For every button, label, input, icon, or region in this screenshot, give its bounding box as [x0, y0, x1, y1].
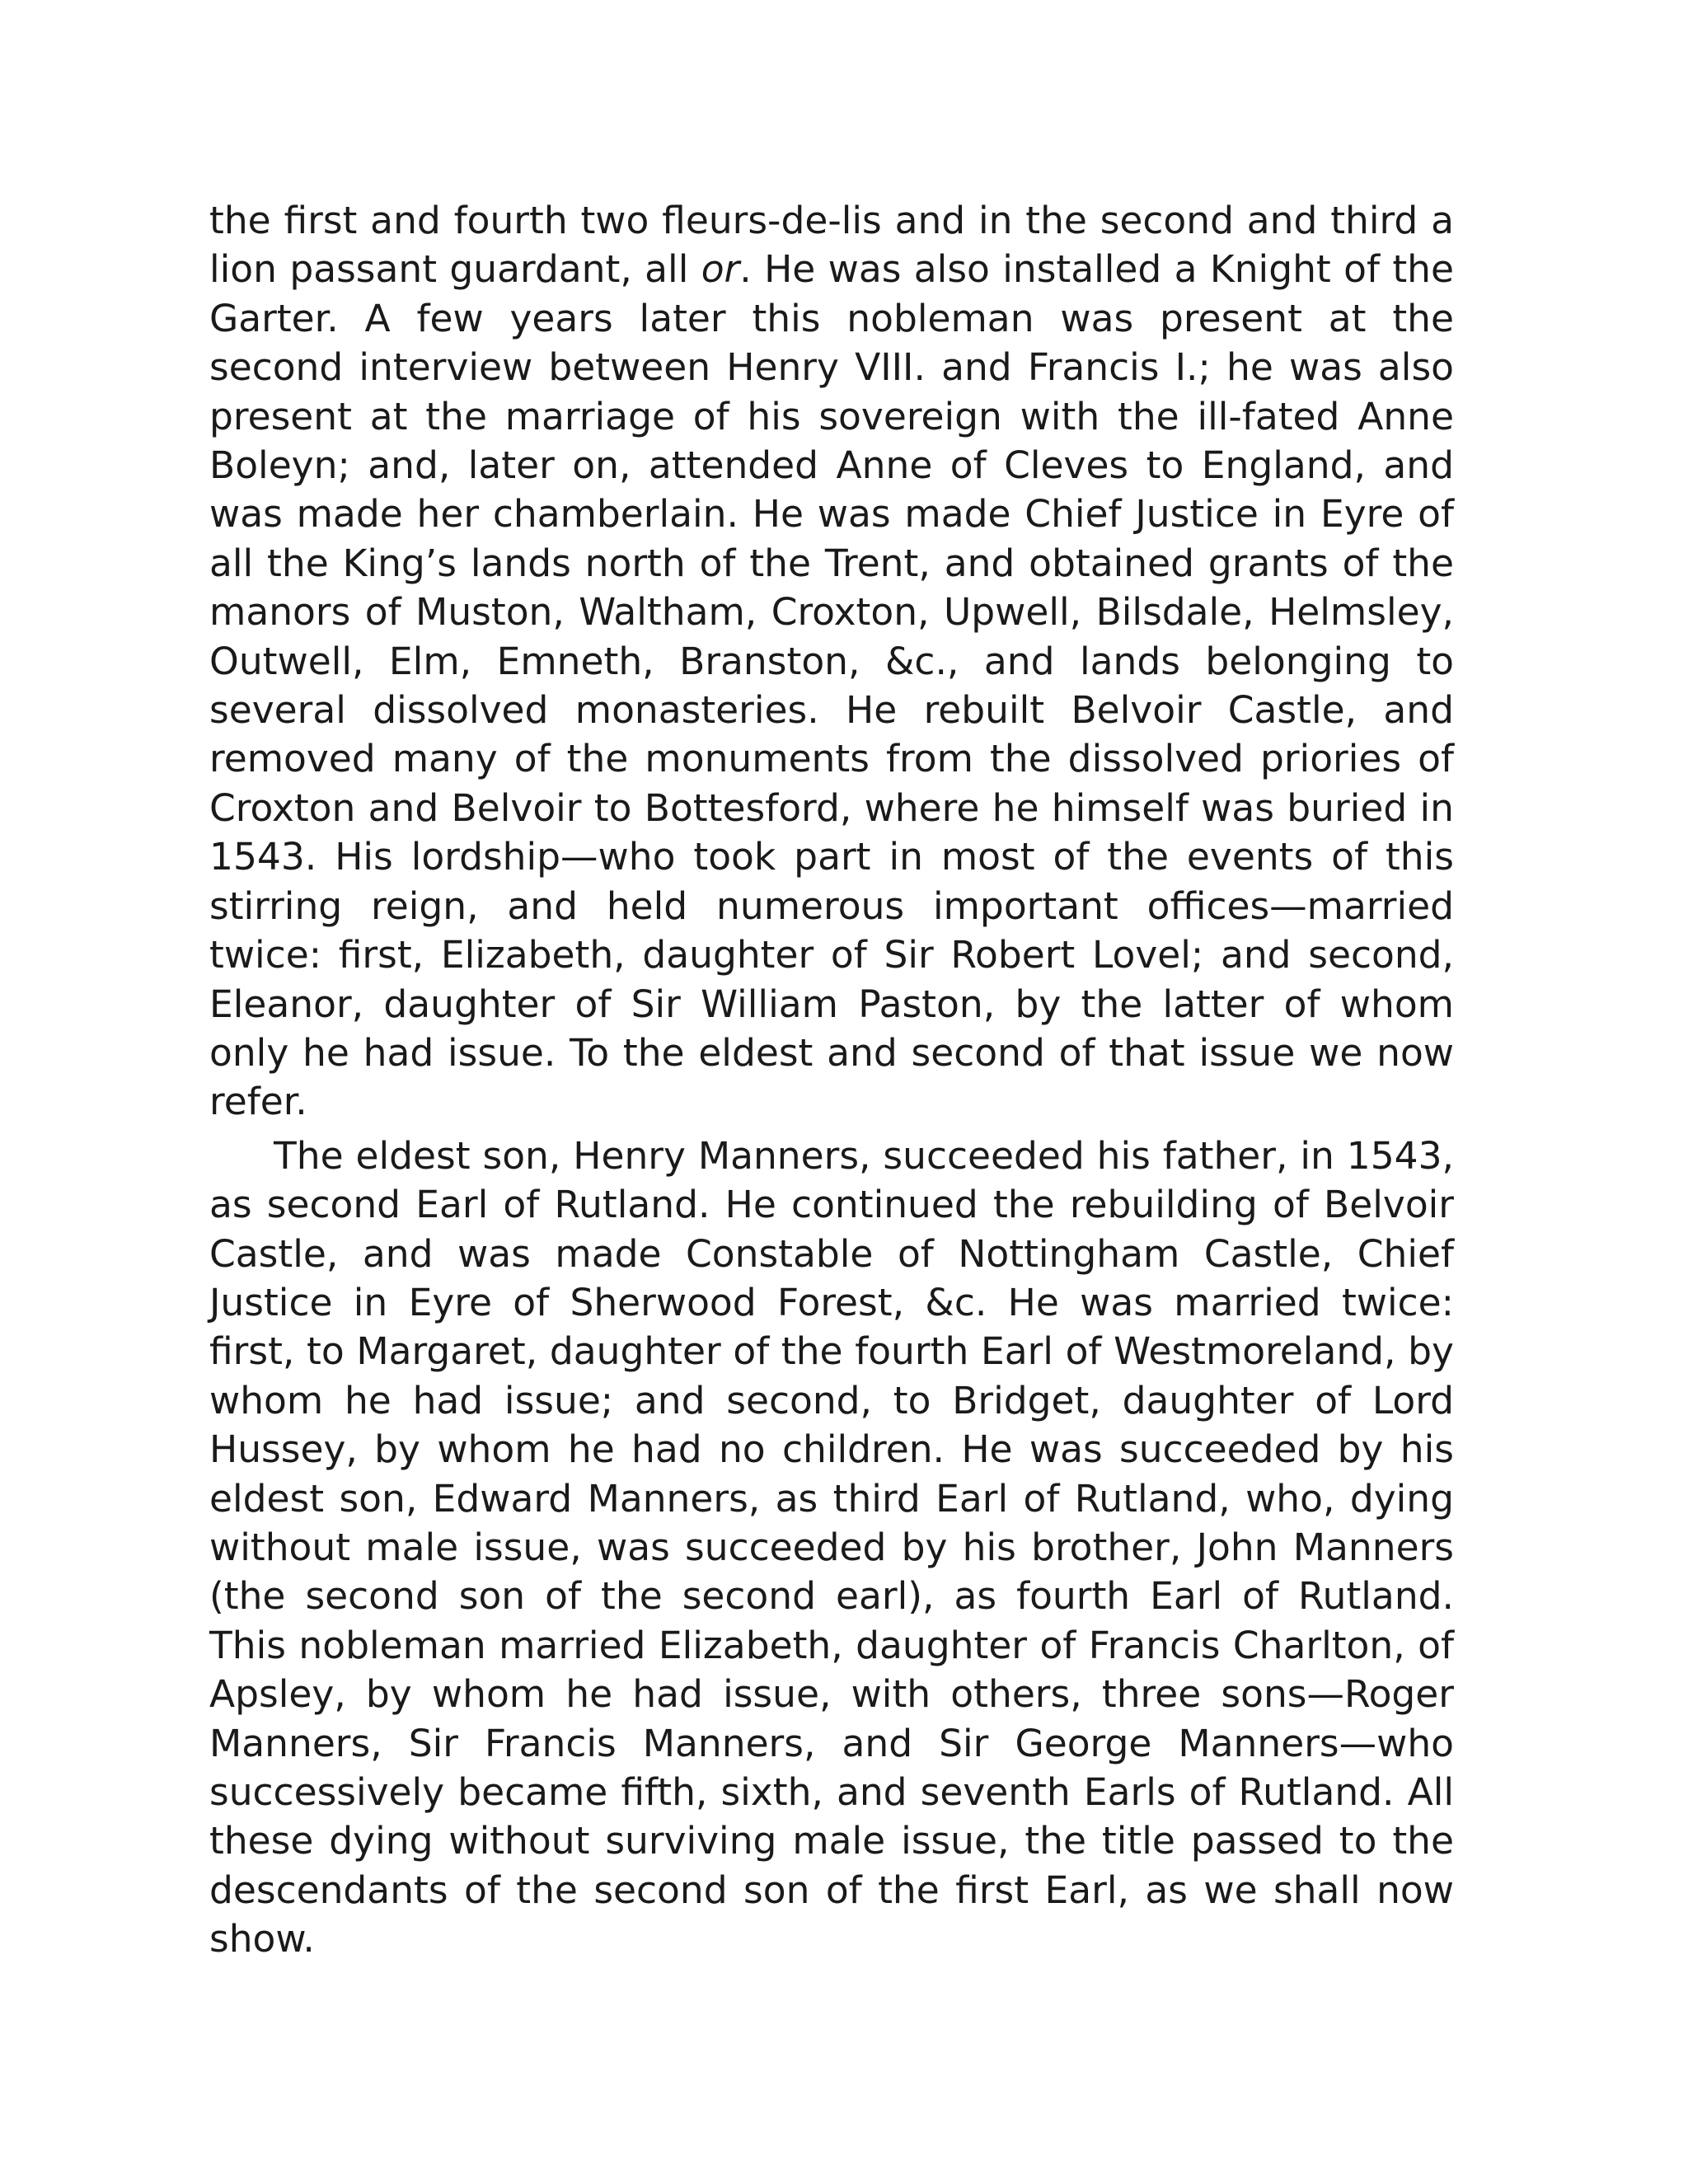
- page-body: [209, 196, 1454, 1964]
- paragraph-1: [209, 196, 1454, 1127]
- paragraph-1-text-end: . He was also installed a Knight of the Garter. A few years later this nobleman was present at the second interview between Henry VIII. and Francis I.; he was also present at the marriage of his sovereign with the ill-fated Anne Boleyn; and, later on, attended Anne of Cleves to England, and was made her chamberlain. He was made Chief Justice in Eyre of all the King’s lands north of the Trent, and obtained grants of the manors of Muston, Waltham, Croxton, Upwell, Bilsdale, Helmsley, Outwell, Elm, Emneth, Branston, &c., and lands belonging to several dissolved monasteries. He rebuilt Belvoir Castle, and removed many of the monuments from the dissolved priories of Croxton and Belvoir to Bottesford, where he himself was buried in 1543. His lordship—who took part in most of the events of this stirring reign, and held numerous important offices—married twice: first, Elizabeth, daughter of Sir Robert Lovel; and second, Eleanor, daughter of Sir William Paston, by the latter of whom only he had issue. To the eldest and second of that issue we now refer.: [209, 247, 1454, 1124]
- paragraph-1-text-start: the first and fourth two fleurs-de-lis and in the second and third a lion passant guardant, all: [209, 199, 1454, 292]
- paragraph-2: The eldest son, Henry Manners, succeeded his father, in 1543, as second Earl of Rutland. He continued the rebuilding of Belvoir Castle, and was made Constable of Nottingham Castle, Chief Justice in Eyre of Sherwood Forest, &c. He was married twice: first, to Margaret, daughter of the fourth Earl of Westmoreland, by whom he had issue; and second, to Bridget, daughter of Lord Hussey, by whom he had no children. He was succeeded by his eldest son, Edward Manners, as third Earl of Rutland, who, dying without male issue, was succeeded by his brother, John Manners (the second son of the second earl), as fourth Earl of Rutland. This nobleman married Elizabeth, daughter of Francis Charlton, of Apsley, by whom he had issue, with others, three sons—Roger Manners, Sir Francis Manners, and Sir George Manners—who successively became fifth, sixth, and seventh Earls of Rutland. All these dying without surviving male issue, the title passed to the descendants of the second son of the first Earl, as we shall now show.: [209, 1133, 1454, 1961]
- paragraph-1-italic-term: or: [701, 247, 740, 292]
